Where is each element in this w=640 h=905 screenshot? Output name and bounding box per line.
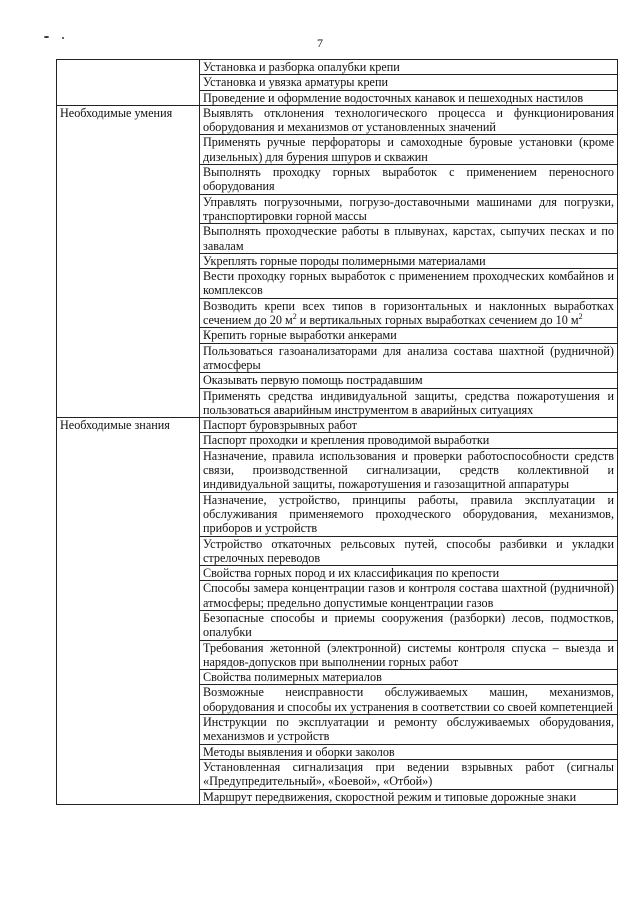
requirement-item: Установленная сигнализация при ведении взрывных работ (сигналы «Предупредительный», «Боевой», «Отбой») <box>200 759 618 789</box>
requirement-item: Возводить крепи всех типов в горизонтальных и наклонных выработках сечением до 20 $м^2$ и вертикальных горных выработках сечением до 10 $м^2$ <box>200 298 618 328</box>
requirement-item: Свойства полимерных материалов <box>200 670 618 685</box>
table-row <box>57 60 618 75</box>
section-label: Необходимые знания <box>57 418 200 805</box>
requirement-item: Применять средства индивидуальной защиты, средства пожаротушения и пользоваться аварийным инструментом в аварийных ситуациях <box>200 388 618 418</box>
requirement-item: Методы выявления и оборки заколов <box>200 744 618 759</box>
requirement-item: Крепить горные выработки анкерами <box>200 328 618 343</box>
requirement-item: Выполнять проходку горных выработок с применением переносного оборудования <box>200 165 618 195</box>
page-number: 7 <box>317 36 323 50</box>
section-label: Необходимые умения <box>57 105 200 417</box>
requirement-item: Проведение и оформление водосточных канавок и пешеходных настилов <box>200 90 618 105</box>
requirement-item: Инструкции по эксплуатации и ремонту обслуживаемых оборудования, механизмов и устройств <box>200 715 618 745</box>
requirement-item: Назначение, устройство, принципы работы, правила эксплуатации и обслуживания применяемого проходческого оборудования, механизмов, приборов и устройств <box>200 492 618 536</box>
requirement-item: Оказывать первую помощь пострадавшим <box>200 373 618 388</box>
requirement-item: Назначение, правила использования и проверки работоспособности средств связи, производственной сигнализации, средств коллективной и индивидуальной защиты, пожаротушения и газозащитной аппаратуры <box>200 448 618 492</box>
requirement-item: Вести проходку горных выработок с применением проходческих комбайнов и комплексов <box>200 269 618 299</box>
requirement-item: Выявлять отклонения технологического процесса и функционирования оборудования и механизмов от установленных значений <box>200 105 618 135</box>
requirement-item: Маршрут передвижения, скоростной режим и типовые дорожные знаки <box>200 789 618 804</box>
requirement-item: Требования жетонной (электронной) системы контроля спуска – выезда и нарядов-допусков при выполнении горных работ <box>200 640 618 670</box>
requirement-item: Безопасные способы и приемы сооружения (разборки) лесов, подмостков, опалубки <box>200 610 618 640</box>
requirement-item: Паспорт проходки и крепления проводимой выработки <box>200 433 618 448</box>
table-row <box>57 105 618 135</box>
requirement-item: Устройство откаточных рельсовых путей, способы разбивки и укладки стрелочных переводов <box>200 536 618 566</box>
requirement-item: Возможные неисправности обслуживаемых машин, механизмов, оборудования и способы их устранения в соответствии со своей компетенцией <box>200 685 618 715</box>
requirement-item: Укреплять горные породы полимерными материалами <box>200 253 618 268</box>
requirement-item: Применять ручные перфораторы и самоходные буровые установки (кроме дизельных) для бурения шпуров и скважин <box>200 135 618 165</box>
requirement-item: Установка и разборка опалубки крепи <box>200 60 618 75</box>
requirement-item: Паспорт буровзрывных работ <box>200 418 618 433</box>
requirement-item: Установка и увязка арматуры крепи <box>200 75 618 90</box>
requirements-table <box>56 59 618 805</box>
section-label <box>57 60 200 106</box>
requirement-item: Управлять погрузочными, погрузо-доставочными машинами для погрузки, транспортировки горной массы <box>200 194 618 224</box>
requirement-item: Выполнять проходческие работы в плывунах, карстах, сыпучих песках и по завалам <box>200 224 618 254</box>
requirement-item: Способы замера концентрации газов и контроля состава шахтной (рудничной) атмосферы; предельно допустимые концентрации газов <box>200 581 618 611</box>
table-body <box>57 60 618 805</box>
requirement-item: Пользоваться газоанализаторами для анализа состава шахтной (рудничной) атмосферы <box>200 343 618 373</box>
table-row <box>57 418 618 433</box>
requirement-item: Свойства горных пород и их классификация по крепости <box>200 566 618 581</box>
